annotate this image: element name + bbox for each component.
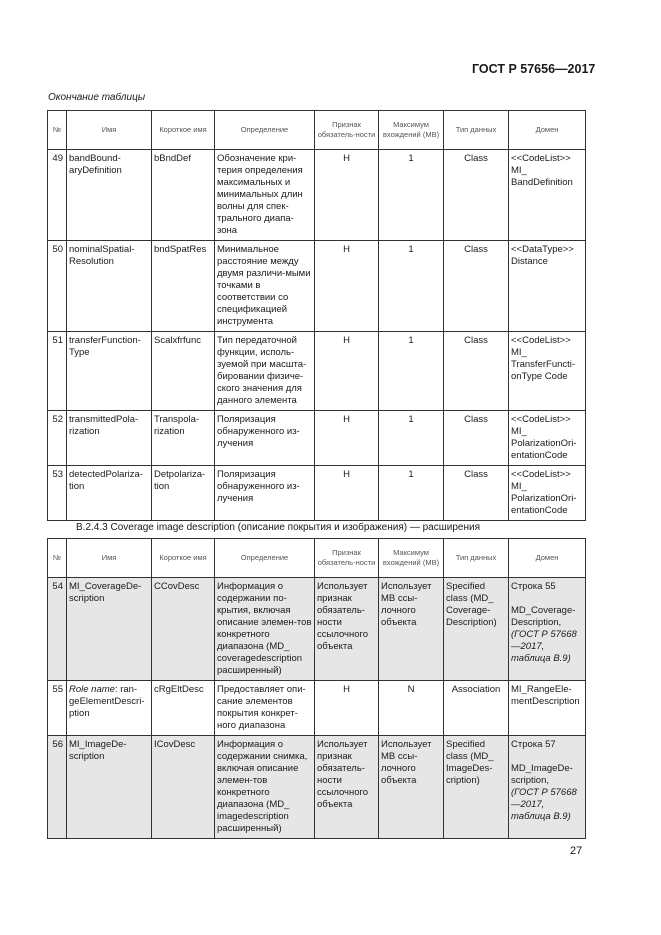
row-definition: Информация о содержании снимка, включая описание элемен-тов конкретного диапазона (MD_ imagedescription расширенный)	[215, 736, 315, 839]
table-row	[48, 466, 586, 521]
row-short: bndSpatRes	[152, 241, 215, 332]
table-row	[48, 332, 586, 411]
domain-ref: MD_ImageDe-scription,	[511, 763, 573, 786]
row-domain: MI_RangeEle-mentDescription	[509, 681, 586, 736]
row-required: Использует признак обязатель-ности ссылочного объекта	[315, 578, 379, 681]
col-header-name: Имя	[67, 539, 152, 578]
row-short: cRgEltDesc	[152, 681, 215, 736]
row-domain: <<CodeList>> MI_ PolarizationOri-entationCode	[509, 466, 586, 521]
row-required: Н	[315, 411, 379, 466]
row-name	[67, 681, 152, 736]
row-name: MI_ImageDe-scription	[67, 736, 152, 839]
table-attributes	[47, 110, 586, 521]
col-header-required: Признак обязатель-ности	[315, 539, 379, 578]
col-header-num: №	[48, 539, 67, 578]
col-header-domain: Домен	[509, 111, 586, 150]
table-coverage-extensions	[47, 538, 586, 839]
row-domain	[509, 578, 586, 681]
row-num: 51	[48, 332, 67, 411]
domain-ref: MD_Coverage-Description,	[511, 605, 576, 628]
table-row	[48, 681, 586, 736]
row-short: Detpolariza-tion	[152, 466, 215, 521]
row-required: Н	[315, 466, 379, 521]
row-definition: Предоставляет опи-сание элементов покрытия конкрет-ного диапазона	[215, 681, 315, 736]
row-type: Class	[444, 411, 509, 466]
row-type: Class	[444, 150, 509, 241]
row-domain: <<CodeList>> MI_ TransferFuncti-onType Code	[509, 332, 586, 411]
page-number: 27	[570, 845, 583, 857]
table-header-row	[48, 111, 586, 150]
row-short: CCovDesc	[152, 578, 215, 681]
row-num: 52	[48, 411, 67, 466]
row-num: 54	[48, 578, 67, 681]
row-max: 1	[379, 411, 444, 466]
domain-main: Строка 57	[511, 739, 556, 750]
col-header-short: Короткое имя	[152, 539, 215, 578]
row-max: 1	[379, 466, 444, 521]
row-definition: Тип передаточной функции, исполь-зуемой при масшта-бировании физиче-ского значения для данного элемента	[215, 332, 315, 411]
row-short: Transpola-rization	[152, 411, 215, 466]
col-header-definition: Определение	[215, 539, 315, 578]
domain-note: (ГОСТ Р 57668—2017, таблица В.9)	[511, 629, 577, 664]
row-required: Н	[315, 150, 379, 241]
col-header-max: Максимум вхождений (МВ)	[379, 111, 444, 150]
col-header-name: Имя	[67, 111, 152, 150]
row-definition: Поляризация обнаруженного из-лучения	[215, 411, 315, 466]
row-name: detectedPolariza-tion	[67, 466, 152, 521]
row-name: bandBound-aryDefinition	[67, 150, 152, 241]
row-max: 1	[379, 332, 444, 411]
row-required: Н	[315, 332, 379, 411]
table-row	[48, 736, 586, 839]
domain-note: (ГОСТ Р 57668—2017, таблица В.9)	[511, 787, 577, 822]
row-num: 49	[48, 150, 67, 241]
col-header-short: Короткое имя	[152, 111, 215, 150]
row-name: transmittedPola-rization	[67, 411, 152, 466]
row-domain: <<CodeList>> MI_ BandDefinition	[509, 150, 586, 241]
col-header-max: Максимум вхождений (МВ)	[379, 539, 444, 578]
row-max: 1	[379, 150, 444, 241]
row-short: bBndDef	[152, 150, 215, 241]
table-row	[48, 411, 586, 466]
col-header-required: Признак обязатель-ности	[315, 111, 379, 150]
row-max: Использует МВ ссы-лочного объекта	[379, 736, 444, 839]
subsection-title: В.2.4.3 Coverage image description (описание покрытия и изображения) — расширения	[76, 522, 480, 533]
row-type: Association	[444, 681, 509, 736]
row-short: ICovDesc	[152, 736, 215, 839]
row-max: Использует МВ ссы-лочного объекта	[379, 578, 444, 681]
row-domain	[509, 736, 586, 839]
table-row	[48, 578, 586, 681]
row-type: Specified class (MD_ Coverage-Description)	[444, 578, 509, 681]
row-max: N	[379, 681, 444, 736]
row-name: nominalSpatial-Resolution	[67, 241, 152, 332]
row-num: 50	[48, 241, 67, 332]
row-required: Н	[315, 681, 379, 736]
col-header-definition: Определение	[215, 111, 315, 150]
col-header-num: №	[48, 111, 67, 150]
row-required: Н	[315, 241, 379, 332]
continuation-label: Окончание таблицы	[48, 92, 146, 103]
row-definition: Поляризация обнаруженного из-лучения	[215, 466, 315, 521]
standard-header: ГОСТ Р 57656—2017	[472, 62, 596, 76]
table-row	[48, 150, 586, 241]
row-type: Specified class (MD_ ImageDes-cription)	[444, 736, 509, 839]
row-definition: Обозначение кри-терия определения максимальных и минимальных длин волны для спек-трального диапа-зона	[215, 150, 315, 241]
domain-main: Строка 55	[511, 581, 556, 592]
table-row	[48, 241, 586, 332]
row-num: 55	[48, 681, 67, 736]
col-header-type: Тип данных	[444, 111, 509, 150]
row-definition: Минимальное расстояние между двумя различи-мыми точками в соответствии со спецификацией инструмента	[215, 241, 315, 332]
row-definition: Информация о содержании по-крытия, включая описание элемен-тов конкретного диапазона (MD_ coveragedescription расширенный)	[215, 578, 315, 681]
col-header-type: Тип данных	[444, 539, 509, 578]
col-header-domain: Домен	[509, 539, 586, 578]
row-short: Scalxfrfunc	[152, 332, 215, 411]
row-max: 1	[379, 241, 444, 332]
row-domain: <<CodeList>> MI_ PolarizationOri-entationCode	[509, 411, 586, 466]
row-name: MI_CoverageDe-scription	[67, 578, 152, 681]
row-type: Class	[444, 332, 509, 411]
row-type: Class	[444, 241, 509, 332]
row-num: 53	[48, 466, 67, 521]
row-domain: <<DataType>> Distance	[509, 241, 586, 332]
role-name-value: : ran-geElementDescri-ption	[69, 684, 145, 719]
role-name-prefix: Role name	[69, 684, 115, 695]
row-type: Class	[444, 466, 509, 521]
row-name: transferFunction-Type	[67, 332, 152, 411]
row-required: Использует признак обязатель-ности ссылочного объекта	[315, 736, 379, 839]
row-num: 56	[48, 736, 67, 839]
table-header-row	[48, 539, 586, 578]
